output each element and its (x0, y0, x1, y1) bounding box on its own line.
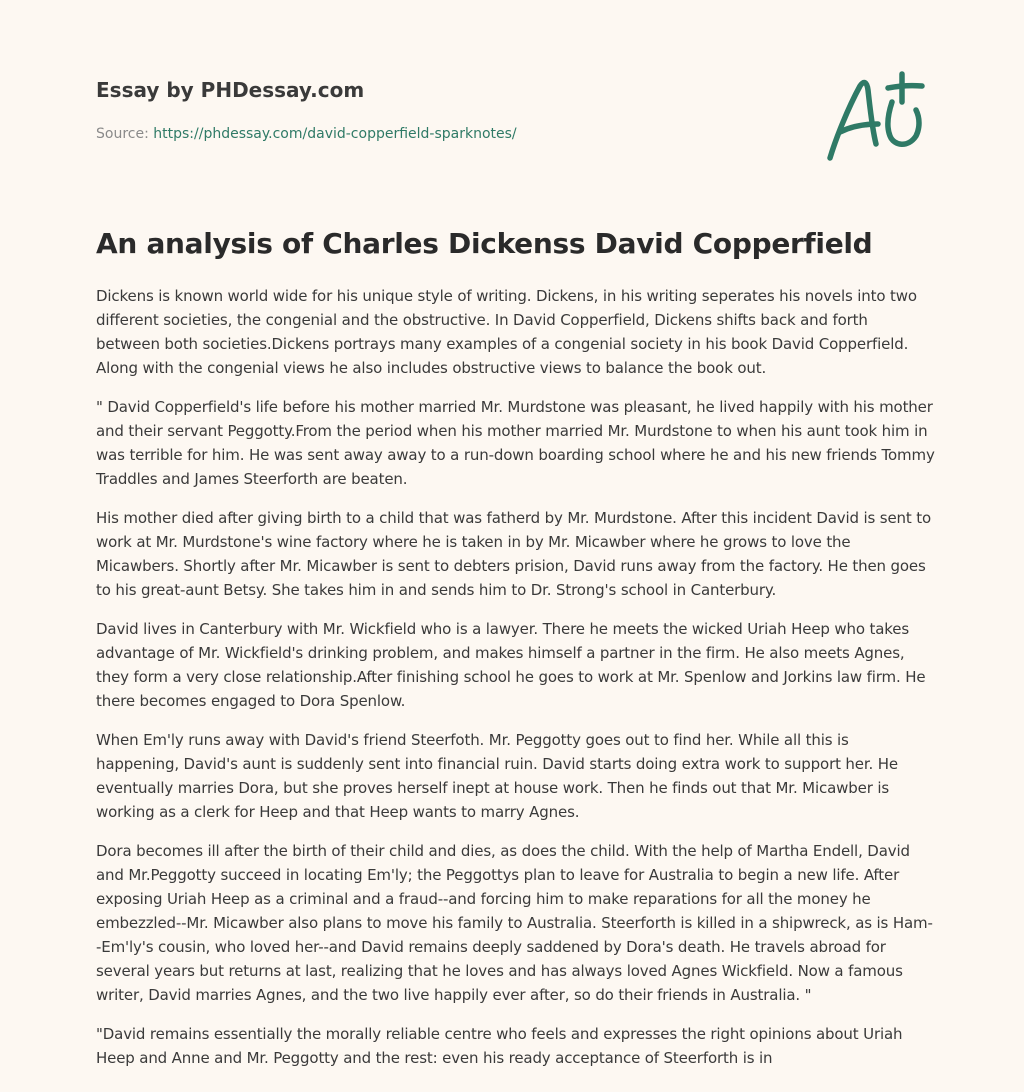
essay-paragraph: "David remains essentially the morally reliable centre who feels and expresses the right opinions about Uriah Heep and Anne and Mr. Peggotty and the rest: even his ready acceptance of Steerforth is in (96, 1025, 903, 1067)
essay-paragraph: David lives in Canterbury with Mr. Wickfield who is a lawyer. There he meets the wicked Uriah Heep who takes advantage of Mr. Wickfield's drinking problem, and makes himself a partner in the firm. He also meets Agnes, they form a very close relationship.After finishing school he goes to work at Mr. Spenlow and Jorkins law firm. He there becomes engaged to Dora Spenlow. (96, 620, 926, 710)
essay-paragraph: When Em'ly runs away with David's friend Steerfoth. Mr. Peggotty goes out to find her. While all this is happening, David's aunt is suddenly sent into financial ruin. David starts doing extra work to support her. He eventually marries Dora, but she proves herself inept at house work. Then he finds out that Mr. Micawber is working as a clerk for Heep and that Heep wants to marry Agnes. (96, 731, 898, 821)
essay-paragraph: Dickens is known world wide for his unique style of writing. Dickens, in his writing seperates his novels into two different societies, the congenial and the obstructive. In David Copperfield, Dickens shifts back and forth between both societies.Dickens portrays many examples of a congenial society in his book David Copperfield. Along with the congenial views he also includes obstructive views to balance the book out. (96, 287, 917, 377)
source-line (96, 124, 796, 144)
source-link[interactable]: https://phdessay.com/david-copperfield-sparknotes/ (153, 126, 517, 142)
page-header (96, 76, 796, 144)
essay-body (96, 284, 936, 1085)
a-plus-icon (822, 68, 928, 164)
essay-paragraph: Dora becomes ill after the birth of their child and dies, as does the child. With the help of Martha Endell, David and Mr.Peggotty succeed in locating Em'ly; the Peggottys plan to leave for Australia to begin a new life. After exposing Uriah Heep as a criminal and a fraud--and forcing him to make reparations for all the money he embezzled--Mr. Micawber also plans to move his family to Australia. Steerforth is killed in a shipwreck, as is Ham--Em'ly's cousin, who loved her--and David remains deeply saddened by Dora's death. He travels abroad for several years but returns at last, realizing that he loves and has always loved Agnes Wickfield. Now a famous writer, David marries Agnes, and the two live happily ever after, so do their friends in Australia. " (96, 842, 933, 1004)
source-label: Source: (96, 126, 149, 142)
essay-paragraph: " David Copperfield's life before his mother married Mr. Murdstone was pleasant, he lived happily with his mother and their servant Peggotty.From the period when his mother married Mr. Murdstone to when his aunt took him in was terrible for him. He was sent away away to a run-down boarding school where he and his new friends Tommy Traddles and James Steerforth are beaten. (96, 398, 935, 488)
essay-title: An analysis of Charles Dickenss David Copperfield (96, 227, 873, 260)
essay-paragraph: His mother died after giving birth to a child that was fatherd by Mr. Murdstone. After this incident David is sent to work at Mr. Murdstone's wine factory where he is taken in by Mr. Micawber where he grows to love the Micawbers. Shortly after Mr. Micawber is sent to debters prision, David runs away from the factory. He then goes to his great-aunt Betsy. She takes him in and sends him to Dr. Strong's school in Canterbury. (96, 509, 932, 599)
site-brand: Essay by PHDessay.com (96, 78, 365, 102)
a-plus-grade-logo (822, 68, 928, 164)
